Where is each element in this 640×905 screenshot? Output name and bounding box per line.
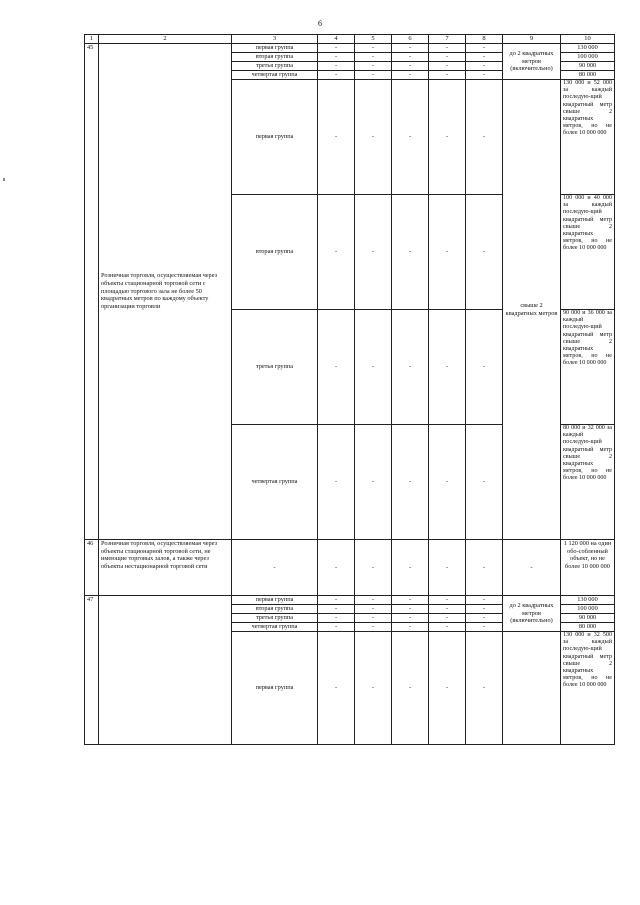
dash-cell: - bbox=[392, 44, 429, 53]
area-cell: до 2 квадратных метров (включительно) bbox=[503, 44, 561, 80]
row-number: 46 bbox=[85, 540, 99, 596]
dash-cell: - bbox=[318, 80, 355, 195]
dash-cell: - bbox=[318, 53, 355, 62]
dash-cell: - bbox=[355, 596, 392, 605]
dash-cell: - bbox=[466, 53, 503, 62]
dash-cell: - bbox=[429, 632, 466, 745]
dash-cell: - bbox=[392, 632, 429, 745]
dash-cell: - bbox=[429, 62, 466, 71]
area-cell: свыше 2 квадратных метров bbox=[503, 80, 561, 540]
header-cell: 7 bbox=[429, 35, 466, 44]
price-cell: 130 000 bbox=[561, 44, 615, 53]
dash-cell: - bbox=[355, 425, 392, 540]
dash-cell: - bbox=[355, 62, 392, 71]
group-cell: первая группа bbox=[232, 80, 318, 195]
price-cell: 130 000 bbox=[561, 596, 615, 605]
group-cell: третья группа bbox=[232, 62, 318, 71]
group-cell: третья группа bbox=[232, 310, 318, 425]
header-cell: 4 bbox=[318, 35, 355, 44]
row-number: 47 bbox=[85, 596, 99, 745]
group-cell: вторая группа bbox=[232, 53, 318, 62]
area-cell: до 2 квадратных метров (включительно) bbox=[503, 596, 561, 632]
dash-cell: - bbox=[392, 195, 429, 310]
dash-cell: - bbox=[318, 425, 355, 540]
price-cell: 100 000 bbox=[561, 53, 615, 62]
dash-cell: - bbox=[355, 623, 392, 632]
price-cell: 100 000 и 40 000 за каждый последую-щий квадратный метр свыше 2 квадратных метров, но не более 10 000 000 bbox=[561, 195, 615, 310]
dash-cell: - bbox=[318, 62, 355, 71]
area-cell bbox=[503, 632, 561, 745]
header-cell: 10 bbox=[561, 35, 615, 44]
dash-cell: - bbox=[466, 540, 503, 596]
price-cell: 130 000 и 52 000 за каждый последую-щий квадратный метр свыше 2 квадратных метров, но не более 10 000 000 bbox=[561, 80, 615, 195]
dash-cell: - bbox=[466, 80, 503, 195]
dash-cell: - bbox=[392, 425, 429, 540]
dash-cell: - bbox=[392, 596, 429, 605]
dash-cell: - bbox=[355, 614, 392, 623]
dash-cell: - bbox=[355, 71, 392, 80]
dash-cell: - bbox=[466, 425, 503, 540]
dash-cell: - bbox=[429, 425, 466, 540]
price-cell: 80 000 bbox=[561, 71, 615, 80]
activity-description: Розничная торговля, осуществляемая через объекты стационарной торговой сети, не имеющие торговых залов, а также через объекты нестационарной торговой сети bbox=[99, 540, 232, 596]
price-cell: 90 000 и 36 000 за каждый последую-щий квадратный метр свыше 2 квадратных метров, но не более 10 000 000 bbox=[561, 310, 615, 425]
dash-cell: - bbox=[318, 310, 355, 425]
page-number: 6 bbox=[318, 19, 322, 28]
header-cell: 8 bbox=[466, 35, 503, 44]
dash-cell: - bbox=[429, 623, 466, 632]
table-row bbox=[85, 596, 615, 605]
dash-cell: - bbox=[392, 80, 429, 195]
group-cell: первая группа bbox=[232, 44, 318, 53]
dash-cell: - bbox=[355, 80, 392, 195]
dash-cell: - bbox=[466, 62, 503, 71]
price-cell: 90 000 bbox=[561, 62, 615, 71]
table-row bbox=[85, 44, 615, 53]
dash-cell: - bbox=[429, 195, 466, 310]
price-cell: 100 000 bbox=[561, 605, 615, 614]
group-cell: четвертая группа bbox=[232, 623, 318, 632]
dash-cell: - bbox=[466, 195, 503, 310]
dash-cell: - bbox=[318, 614, 355, 623]
dash-cell: - bbox=[232, 540, 318, 596]
activity-description: Розничная торговля, осуществляемая через объекты стационарной торговой сети с площадью торгового зала не более 50 квадратных метров по каждому объекту организации торговли bbox=[99, 44, 232, 540]
dash-cell: - bbox=[355, 44, 392, 53]
dash-cell: - bbox=[466, 614, 503, 623]
dash-cell: - bbox=[392, 62, 429, 71]
dash-cell: - bbox=[318, 632, 355, 745]
dash-cell: - bbox=[318, 71, 355, 80]
header-cell: 5 bbox=[355, 35, 392, 44]
dash-cell: - bbox=[429, 71, 466, 80]
group-cell: первая группа bbox=[232, 632, 318, 745]
dash-cell: - bbox=[466, 623, 503, 632]
header-cell: 6 bbox=[392, 35, 429, 44]
dash-cell: - bbox=[392, 540, 429, 596]
dash-cell: - bbox=[318, 623, 355, 632]
dash-cell: - bbox=[466, 605, 503, 614]
price-cell: 80 000 bbox=[561, 623, 615, 632]
header-row bbox=[85, 35, 615, 44]
dash-cell: - bbox=[355, 540, 392, 596]
dash-cell: - bbox=[466, 596, 503, 605]
dash-cell: - bbox=[429, 614, 466, 623]
dash-cell: - bbox=[392, 53, 429, 62]
dash-cell: - bbox=[392, 71, 429, 80]
price-cell: 1 120 000 на один обо-собленный объект, но не более 10 000 000 bbox=[561, 540, 615, 596]
dash-cell: - bbox=[318, 195, 355, 310]
dash-cell: - bbox=[466, 310, 503, 425]
group-cell: вторая группа bbox=[232, 195, 318, 310]
dash-cell: - bbox=[429, 596, 466, 605]
dash-cell: - bbox=[429, 310, 466, 425]
price-cell: 130 000 и 32 500 за каждый последую-щий квадратный метр свыше 2 квадратных метров, но не более 10 000 000 bbox=[561, 632, 615, 745]
activity-description bbox=[99, 596, 232, 745]
dash-cell: - bbox=[429, 540, 466, 596]
dash-cell: - bbox=[318, 605, 355, 614]
dash-cell: - bbox=[429, 44, 466, 53]
group-cell: вторая группа bbox=[232, 605, 318, 614]
header-cell: 1 bbox=[85, 35, 99, 44]
dash-cell: - bbox=[318, 596, 355, 605]
dash-cell: - bbox=[355, 632, 392, 745]
header-cell: 3 bbox=[232, 35, 318, 44]
price-cell: 90 000 bbox=[561, 614, 615, 623]
price-cell: 80 000 и 32 000 за каждый последую-щий квадратный метр свыше 2 квадратных метров, но не более 10 000 000 bbox=[561, 425, 615, 540]
dash-cell: - bbox=[392, 614, 429, 623]
dash-cell: - bbox=[355, 53, 392, 62]
table-row bbox=[85, 540, 615, 596]
dash-cell: - bbox=[355, 195, 392, 310]
header-cell: 2 bbox=[99, 35, 232, 44]
dash-cell: - bbox=[355, 605, 392, 614]
dash-cell: - bbox=[429, 80, 466, 195]
dash-cell: - bbox=[318, 540, 355, 596]
group-cell: первая группа bbox=[232, 596, 318, 605]
group-cell: четвертая группа bbox=[232, 425, 318, 540]
dash-cell: - bbox=[392, 605, 429, 614]
dash-cell: - bbox=[392, 623, 429, 632]
dash-cell: - bbox=[503, 540, 561, 596]
dash-cell: - bbox=[318, 44, 355, 53]
tax-rate-table bbox=[84, 34, 615, 745]
header-cell: 9 bbox=[503, 35, 561, 44]
group-cell: третья группа bbox=[232, 614, 318, 623]
scan-mark bbox=[3, 178, 5, 181]
dash-cell: - bbox=[355, 310, 392, 425]
group-cell: четвертая группа bbox=[232, 71, 318, 80]
dash-cell: - bbox=[429, 605, 466, 614]
dash-cell: - bbox=[392, 310, 429, 425]
dash-cell: - bbox=[466, 44, 503, 53]
dash-cell: - bbox=[466, 71, 503, 80]
row-number: 45 bbox=[85, 44, 99, 540]
dash-cell: - bbox=[429, 53, 466, 62]
dash-cell: - bbox=[466, 632, 503, 745]
